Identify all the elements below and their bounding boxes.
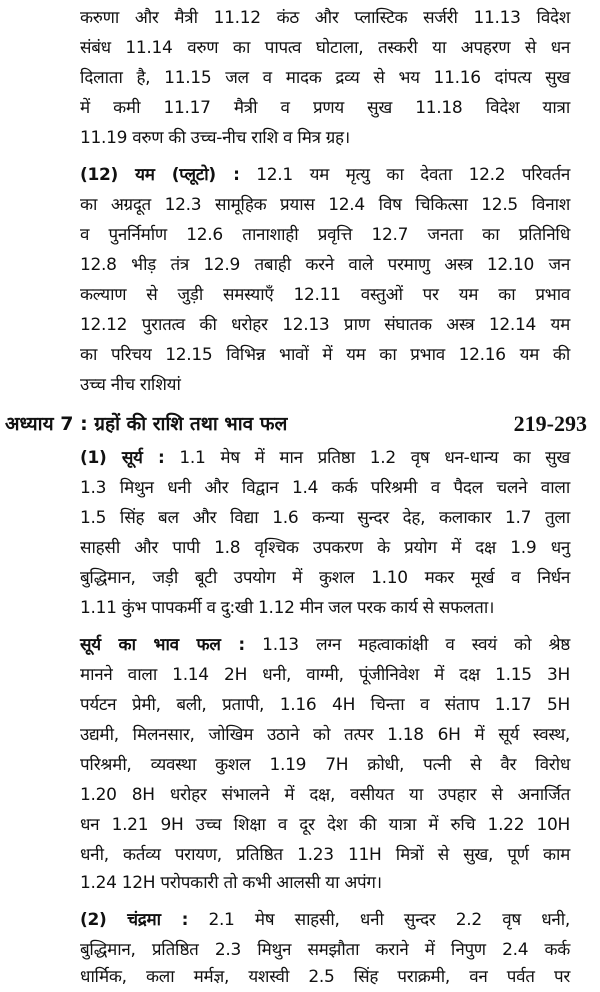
section-heading: (2) चंद्रमा :	[80, 910, 189, 930]
chandrama-first-line	[80, 905, 570, 935]
text-line: 1.11 कुंभ पापकर्मी व दु:खी 1.12 मीन जल परक कार्य से सफलता।	[80, 598, 495, 618]
text-line: 1.20 8H धरोहर संभालने में दक्ष, वसीयत या उपहार से अनार्जित	[80, 785, 570, 805]
surya-first-line	[80, 443, 570, 473]
text-line: कल्याण से जुड़ी समस्याएँ 12.11 वस्तुओं पर यम का प्रभाव	[80, 285, 570, 305]
text-line: का परिचय 12.15 विभिन्न भावों में यम का प्रभाव 12.16 यम की	[80, 345, 570, 365]
text-line: 12.12 पुरातत्व की धरोहर 12.13 प्राण संघातक अस्त्र 12.14 यम	[80, 315, 570, 335]
text-span: 1.1 मेष में मान प्रतिष्ठा 1.2 वृष धन-धान्य का सुख	[179, 448, 570, 468]
text-line: 1.3 मिथुन धनी और विद्वान 1.4 कर्क परिश्रमी व पैदल चलने वाला	[80, 478, 570, 498]
text-line: उद्यमी, मिलनसार, जोखिम उठाने को तत्पर 1.18 6H में सूर्य स्वस्थ,	[80, 725, 570, 745]
text-line: में कमी 11.17 मैत्री व प्रणय सुख 11.18 विदेश यात्रा	[80, 98, 570, 118]
text-line: पर्यटन प्रेमी, बली, प्रतापी, 1.16 4H चिन्ता व संताप 1.17 5H	[80, 695, 570, 715]
text-line: धनी, कर्तव्य परायण, प्रतिष्ठित 1.23 11H मित्रों से सुख, पूर्ण काम	[80, 845, 570, 865]
text-line: दिलाता है, 11.15 जल व मादक द्रव्य से भय 11.16 दांपत्य सुख	[80, 68, 570, 88]
text-line: करुणा और मैत्री 11.12 कंठ और प्लास्टिक सर्जरी 11.13 विदेश	[80, 8, 570, 28]
text-line: धन 1.21 9H उच्च शिक्षा व दूर देश की यात्रा में रुचि 1.22 10H	[80, 815, 570, 835]
text-line: संबंध 11.14 वरुण का पापत्व घोटाला, तस्करी या अपहरण से धन	[80, 38, 570, 58]
text-line: 11.19 वरुण की उच्च-नीच राशि व मित्र ग्रह।	[80, 128, 350, 148]
section-heading: (12) यम (प्लूटो) :	[80, 165, 240, 185]
text-line: का अग्रदूत 12.3 सामूहिक प्रयास 12.4 विष चिकित्सा 12.5 विनाश	[80, 195, 570, 215]
text-line: धार्मिक, कला मर्मज्ञ, यशस्वी 2.5 सिंह पराक्रमी, वन पर्वत पर	[80, 967, 570, 987]
text-span: 1.13 लग्न महत्वाकांक्षी व स्वयं को श्रेष्ठ	[262, 635, 570, 655]
text-line: बुद्धिमान, प्रतिष्ठित 2.3 मिथुन समझौता कराने में निपुण 2.4 कर्क	[80, 940, 570, 960]
text-line: 1.5 सिंह बल और विद्या 1.6 कन्या सुन्दर देह, कलाकार 1.7 तुला	[80, 508, 570, 528]
text-line: व पुनर्निर्माण 12.6 तानाशाही प्रवृत्ति 12.7 जनता का प्रतिनिधि	[80, 225, 570, 245]
text-line: बुद्धिमान, जड़ी बूटी उपयोग में कुशल 1.10 मकर मूर्ख व निर्धन	[80, 568, 570, 588]
text-line: परिश्रमी, व्यवस्था कुशल 1.19 7H क्रोधी, पत्नी से वैर विरोध	[80, 755, 570, 775]
text-line: उच्च नीच राशियां	[80, 375, 181, 395]
text-line: मानने वाला 1.14 2H धनी, वाग्मी, पूंजीनिवेश में दक्ष 1.15 3H	[80, 665, 570, 685]
chapter-heading	[5, 407, 595, 441]
section-12-first-line	[80, 160, 570, 190]
text-span: 2.1 मेष साहसी, धनी सुन्दर 2.2 वृष धनी,	[208, 910, 570, 930]
text-line: 12.8 भीड़ तंत्र 12.9 तबाही करने वाले परमाणु अस्त्र 12.10 जन	[80, 255, 570, 275]
text-line: साहसी और पापी 1.8 वृश्चिक उपकरण के प्रयोग में दक्ष 1.9 धनु	[80, 538, 570, 558]
section-heading: (1) सूर्य :	[80, 448, 165, 468]
chapter-title: अध्याय 7 : ग्रहों की राशि तथा भाव फल	[5, 413, 288, 435]
surya-bhav-first-line	[80, 630, 570, 660]
text-line: 1.24 12H परोपकारी तो कभी आलसी या अपंग।	[80, 873, 382, 893]
section-heading: सूर्य का भाव फल :	[80, 635, 245, 655]
chapter-page-range: 219-293	[513, 411, 587, 436]
text-span: 12.1 यम मृत्यु का देवता 12.2 परिवर्तन	[256, 165, 571, 185]
